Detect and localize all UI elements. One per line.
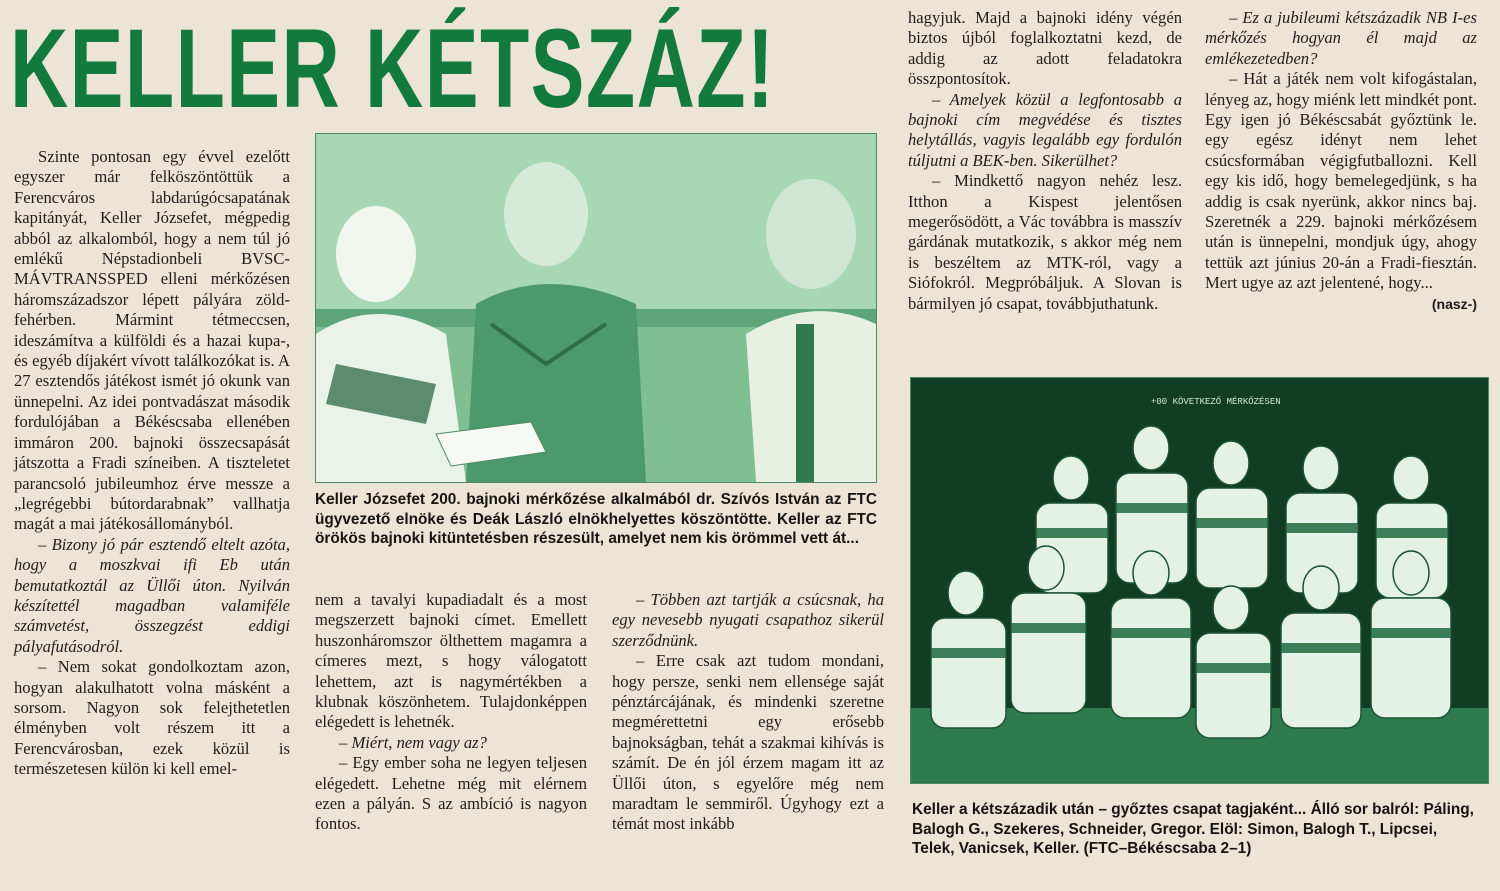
paragraph: – Nem sokat gondolkoztam azon, hogyan alakulhatott volna másként a sorsom. Nagyon sok felejthetetlen élményben volt részem itt a Ferencvárosban, ezek közül is természetesen külön ki kell emel- (14, 657, 290, 779)
paragraph: – Mindkettő nagyon nehéz lesz. Itthon a Kispest jelentősen megerősödött, a Vác továbbra is masszív gárdának mutatkozik, s akkor még nem is beszéltem az MTK-ról, vagy a Siófokról. Megpróbáljuk. A Slovan is bármilyen jó csapat, továbbjuthatunk. (908, 171, 1182, 313)
headline: KELLER KÉTSZÁZ! (10, 6, 776, 131)
paragraph: – Erre csak azt tudom mondani, hogy persze, senki nem ellensége saját pénztárcájának, és mindenki szeretne megmérettetni egy erősebb bajnokságban, tehát a szakmai kihívás is számít. De én jól érzem magam itt az Üllői úton, s egyelőre még nem maradtam le semmiről. Úgyhogy ezt a témát most inkább (612, 651, 884, 834)
team-photo-illustration (911, 378, 1488, 783)
paragraph: – Hát a játék nem volt kifogástalan, lényeg az, hogy miénk lett mindkét pont. Egy igen jó Békéscsabát győztünk le. egy egész idényt nem lehet csúcsformában végigfutballozni. Kell egy kis idő, hogy bemelegedjünk, s ha addig is csak nyerünk, akkor nincs baj. Szeretnék a 229. bajnoki mérkőzésem után is ünnepelni, mondjuk úgy, ahogy tettük azt június 20-án a Fradi-fiesztán. Mert ugye az azt jelentené, hogy... (1205, 69, 1477, 293)
question-paragraph: – Miért, nem vagy az? (339, 732, 487, 752)
question-paragraph: – Bizony jó pár esztendő eltelt azóta, hogy a moszkvai ifi Eb után bemutatkoztál az Üllői úton. Nyilván készítettél magadban valamiféle számvetést, összegzést eddigi pályafutásodról. (14, 534, 290, 656)
paragraph: nem a tavalyi kupadiadalt és a most megszerzett bajnoki címet. Emellett huszonháromszor ölthettem magamra a címeres mezt, s hogy válogatott lehettem, azt is nagymértékben a klubnak köszönhetem. Tulajdonképpen elégedett is lehetnék. (315, 590, 587, 732)
photo-caption-2: Keller a kétszázadik után – győztes csapat tagjaként... Álló sor balról: Páling, Balogh G., Szekeres, Schneider, Gregor. Elöl: Simon, Balogh T., Lipcsei, Telek, Vanicsek, Keller. (FTC–Békéscsaba 2–1) (912, 801, 1474, 858)
paragraph: Szinte pontosan egy évvel ezelőtt egyszer már felköszöntöttük a Ferencváros labdarúgócsapatának kapitányát, Keller Józsefet, mégpedig abból az alkalomból, hogy a nem túl jó emlékű Népstadionbeli BVSC-MÁVTRANSSPED elleni mérkőzésen háromszázadszor lépett pályára zöld-fehérben. Mármint tétmeccsen, ideszámítva a külföldi és a hazai kupa-, és egyéb díjakért vívott találkozókat is. A 27 esztendős játékost ismét jó okunk van ünnepelni. Az idei pontvadászat második fordulójában a Békéscsaba ellenében immáron 200. bajnoki összecsapását játszotta a Fradi színeiben. A tiszteletet parancsoló jubileumhoz érve messze a „legrégebbi bútordarabnak” vallhatja magát a mai játékosállományból. (14, 147, 290, 534)
scoreboard-text: +00 KÖVETKEZŐ MÉRKŐZÉSEN (1151, 397, 1281, 407)
photo-caption-1: Keller Józsefet 200. bajnoki mérkőzése alkalmából dr. Szívós István az FTC ügyvezető elnöke és Deák László elnökhelyettes köszöntötte. Keller az FTC örökös bajnoki kitüntetésben részesült, amelyet nem kis örömmel vett át... (315, 491, 877, 548)
author-signature: (nasz-) (1431, 295, 1477, 312)
ceremony-photo (315, 133, 877, 483)
question-paragraph: – Amelyek közül a legfontosabb a bajnoki cím megvédése és tisztes helytállás, vagyis legalább egy fordulón túljutni a BEK-ben. Sikerülhet? (908, 89, 1182, 170)
paragraph: – Egy ember soha ne legyen teljesen elégedett. Lehetne még mit elérnem ezen a pályán. S az ambíció is nagyon fontos. (315, 753, 587, 834)
article-column-5 (1205, 8, 1477, 314)
question-paragraph: – Ez a jubileumi kétszázadik NB I-es mérkőzés hogyan él majd az emlékezetedben? (1205, 8, 1477, 68)
paragraph: hagyjuk. Majd a bajnoki idény végén biztos újból foglalkoztatni kezd, de addig az adott feladatokra összpontosítok. (908, 8, 1182, 89)
ceremony-photo-illustration (316, 134, 876, 482)
article-column-3 (612, 590, 884, 835)
article-column-1 (14, 147, 290, 780)
article-column-2 (315, 590, 587, 835)
question-paragraph: – Többen azt tartják a csúcsnak, ha egy nevesebb nyugati csapathoz sikerül szerződnünk. (612, 590, 884, 650)
team-photo (910, 377, 1489, 784)
article-column-4 (908, 8, 1182, 314)
